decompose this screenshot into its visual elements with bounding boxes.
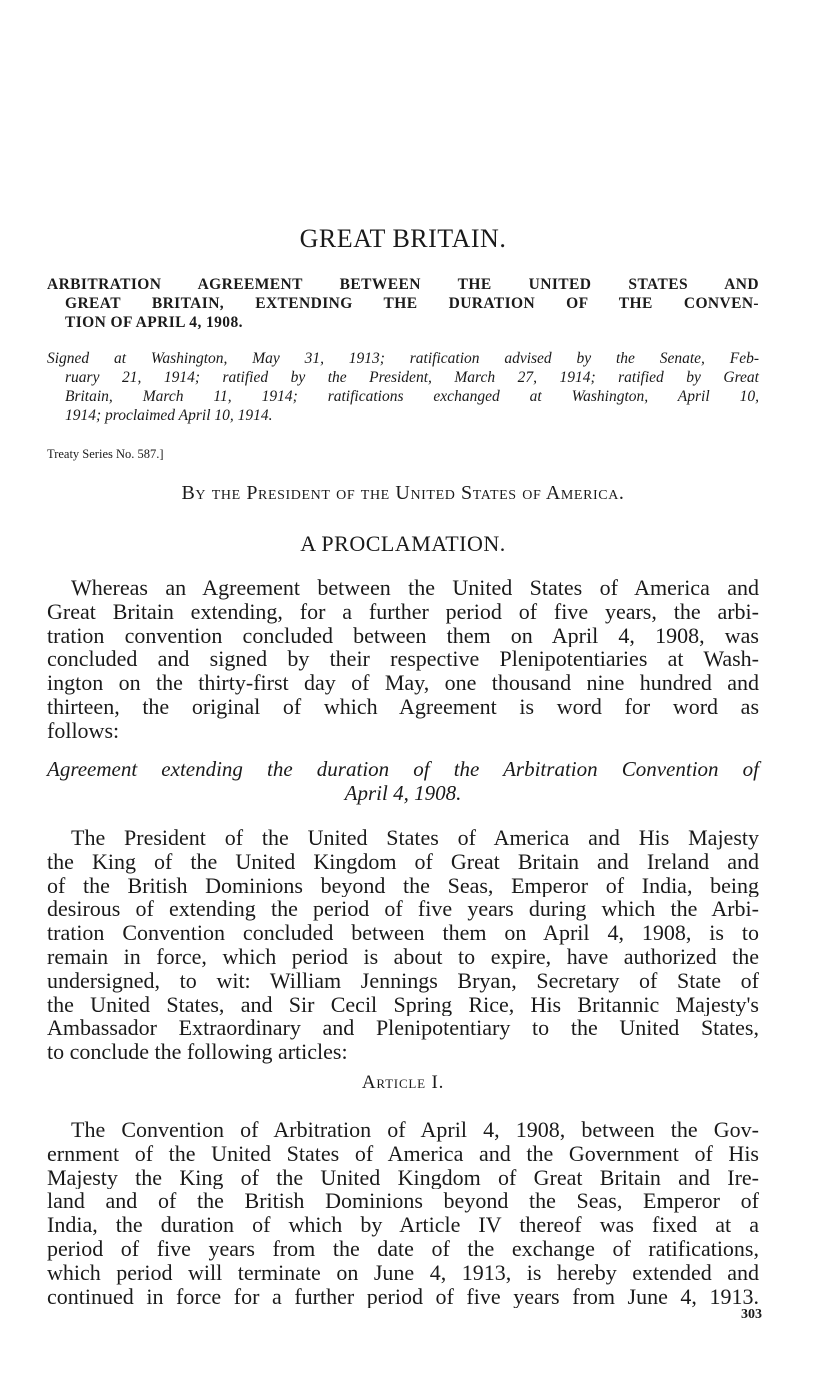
signing-note-line: ruary 21, 1914; ratified by the President, March 27, 1914; ratified by Great — [65, 369, 759, 386]
paragraph-line: continued in force for a further period of five years from June 4, 1913. — [47, 1284, 759, 1309]
article-heading: Article I. — [361, 1072, 445, 1093]
paragraph-line: tration convention concluded between them on April 4, 1908, was — [47, 623, 759, 648]
paragraph-line: to conclude the following articles: — [47, 1040, 348, 1064]
signing-note — [47, 349, 759, 425]
paragraph-line: ernment of the United States of America and the Government of His — [47, 1141, 759, 1166]
page-number: 303 — [741, 1307, 762, 1322]
paragraph-line: Majesty the King of the United Kingdom of Great Britain and Ire- — [47, 1165, 759, 1190]
paragraph-line: Great Britain extending, for a further period of five years, the arbi- — [47, 599, 759, 624]
agreement-title-line: Agreement extending the duration of the Arbitration Convention of — [47, 757, 759, 781]
paragraph-line: undersigned, to wit: William Jennings Bryan, Secretary of State of — [47, 968, 759, 993]
paragraph-line: the King of the United Kingdom of Great Britain and Ireland and — [47, 849, 759, 874]
paragraph-line: Whereas an Agreement between the United States of America and — [71, 576, 759, 600]
treaty-series-label: Treaty Series No. 587.] — [47, 447, 164, 461]
paragraph-line: The Convention of Arbitration of April 4, 1908, between the Gov- — [71, 1118, 759, 1142]
paragraph-line: thirteen, the original of which Agreement is word for word as — [47, 694, 759, 719]
paragraph-line: remain in force, which period is about to expire, have authorized the — [47, 944, 759, 969]
paragraph-line: of the British Dominions beyond the Seas, Emperor of India, being — [47, 873, 759, 898]
paragraph-line: which period will terminate on June 4, 1913, is hereby extended and — [47, 1260, 759, 1285]
signing-note-line: 1914; proclaimed April 10, 1914. — [65, 407, 273, 424]
president-heading: By the President of the United States of America. — [181, 482, 625, 504]
paragraph-line: concluded and signed by their respective Plenipotentiaries at Wash- — [47, 647, 759, 672]
article-paragraph — [47, 1118, 759, 1308]
subtitle-line: GREAT BRITAIN, EXTENDING THE DURATION OF THE CONVEN- — [65, 295, 759, 312]
subtitle-line: TION OF APRIL 4, 1908. — [65, 314, 243, 331]
country-heading: GREAT BRITAIN. — [299, 224, 507, 253]
paragraph-line: desirous of extending the period of five years during which the Arbi- — [47, 897, 759, 922]
paragraph-line: The President of the United States of America and His Majesty — [71, 826, 759, 850]
paragraph-line: tration Convention concluded between them on April 4, 1908, is to — [47, 921, 759, 945]
signing-note-line: Britain, March 11, 1914; ratifications exchanged at Washington, April 10, — [65, 388, 759, 405]
paragraph-line: India, the duration of which by Article IV thereof was fixed at a — [47, 1213, 759, 1237]
paragraph-line: follows: — [47, 718, 120, 743]
paragraph-line: Ambassador Extraordinary and Plenipotentiary to the United States, — [47, 1016, 759, 1041]
agreement-title-line: April 4, 1908. — [344, 781, 462, 805]
treaty-subtitle — [47, 275, 759, 332]
preamble-paragraph — [47, 826, 759, 1064]
paragraph-line: the United States, and Sir Cecil Spring Rice, His Britannic Majesty's — [47, 992, 759, 1017]
paragraph-line: land and of the British Dominions beyond the Seas, Emperor of — [47, 1189, 759, 1214]
whereas-paragraph — [47, 576, 759, 743]
subtitle-line: ARBITRATION AGREEMENT BETWEEN THE UNITED STATES AND — [47, 276, 759, 293]
agreement-title — [47, 757, 759, 805]
paragraph-line: period of five years from the date of the exchange of ratifications, — [47, 1236, 759, 1261]
signing-note-line: Signed at Washington, May 31, 1913; ratification advised by the Senate, Feb- — [47, 350, 759, 367]
proclamation-heading: A PROCLAMATION. — [300, 531, 506, 556]
paragraph-line: ington on the thirty-first day of May, one thousand nine hundred and — [47, 671, 759, 695]
